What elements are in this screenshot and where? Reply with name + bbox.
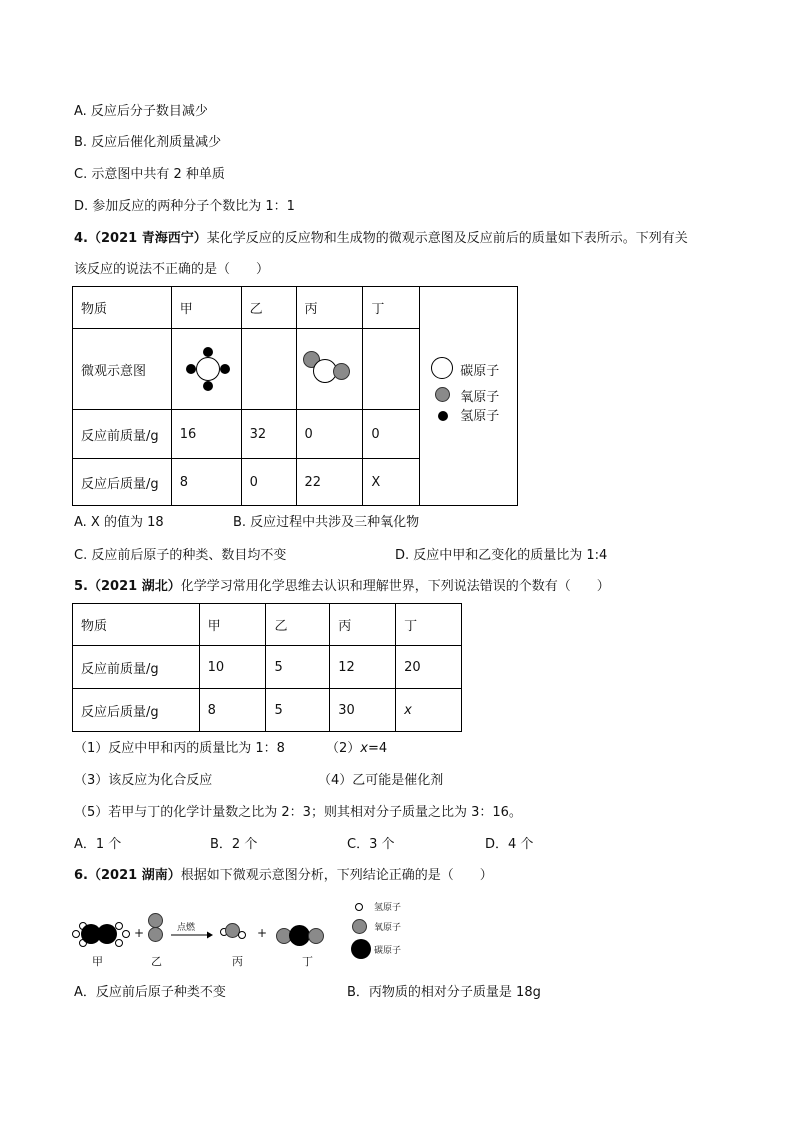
water-molecule-icon [220, 923, 250, 943]
q5-stem [74, 578, 610, 596]
q5-header-ding: 丁 [396, 604, 462, 646]
q4-option-b: B. 反应过程中共涉及三种氧化物 [233, 515, 420, 530]
q5-statement-3: （3）该反应为化合反应 [74, 773, 213, 788]
q4-before-label: 反应前质量/g [73, 410, 172, 459]
q5-before-jia: 10 [199, 646, 266, 689]
q3-option-a: A. 反应后分子数目减少 [74, 104, 208, 119]
q5-table-before-row [73, 646, 462, 689]
q4-before-bing: 0 [296, 410, 363, 459]
q5-statement-1: （1）反应中甲和丙的质量比为 1：8 [74, 741, 285, 756]
oxygen-atom-legend-icon [435, 387, 450, 402]
q5-stem-text: 化学学习常用化学思维去认识和理解世界，下列说法错误的个数有（ ） [180, 579, 610, 594]
q6-option-b: B．丙物质的相对分子质量是 18g [347, 985, 541, 1000]
q5-statement-2-prefix: （2） [326, 741, 361, 756]
q4-after-bing: 22 [296, 459, 363, 506]
q4-before-yi: 32 [241, 410, 296, 459]
q6-legend-oxygen: 氧原子 [374, 923, 402, 933]
q4-ding-molecule-cell [363, 329, 420, 410]
q4-after-ding: X [363, 459, 420, 506]
q6-legend-carbon: 碳原子 [374, 946, 402, 956]
q4-number: 4. [74, 231, 88, 246]
q4-after-jia: 8 [171, 459, 241, 506]
q4-yi-molecule-cell [241, 329, 296, 410]
q4-header-bing: 丙 [296, 287, 363, 329]
q5-header-yi: 乙 [266, 604, 330, 646]
carbon-dioxide-molecule-icon [303, 351, 353, 387]
q5-table-after-row [73, 689, 462, 732]
q6-label-ding: 丁 [302, 955, 313, 968]
q5-before-bing: 12 [330, 646, 396, 689]
q5-header-bing: 丙 [330, 604, 396, 646]
q5-before-yi: 5 [266, 646, 330, 689]
q5-header-jia: 甲 [199, 604, 266, 646]
q5-option-c: C．3 个 [347, 837, 395, 852]
hydrogen-atom-legend-icon-q6 [355, 903, 363, 911]
methane-molecule-icon [184, 347, 232, 391]
q4-option-a: A. X 的值为 18 [74, 515, 164, 530]
q4-jia-molecule-cell [171, 329, 241, 410]
q5-statement-4: （4）乙可能是催化剂 [318, 773, 444, 788]
q4-source: （2021 青海西宁） [87, 231, 207, 246]
q4-header-ding: 丁 [363, 287, 420, 329]
q6-stem-text: 根据如下微观示意图分析，下列结论正确的是（ ） [180, 868, 493, 883]
legend-carbon-label: 碳原子 [460, 364, 500, 379]
q4-table [72, 286, 518, 506]
q5-statement-5: （5）若甲与丁的化学计量数之比为 2：3；则其相对分子质量之比为 3：16。 [74, 805, 522, 820]
q5-before-ding: 20 [396, 646, 462, 689]
q5-option-a: A．1 个 [74, 837, 122, 852]
q4-option-c: C. 反应前后原子的种类、数目均不变 [74, 548, 287, 563]
ethane-molecule-icon [72, 920, 130, 950]
oxygen-molecule-icon [148, 913, 164, 945]
q5-option-b: B．2 个 [210, 837, 258, 852]
q6-plus-1: + [134, 926, 145, 940]
q5-option-d: D．4 个 [485, 837, 534, 852]
carbon-atom-legend-icon-q6 [351, 939, 371, 959]
q5-before-label: 反应前质量/g [73, 646, 200, 689]
q4-stem-line-2: 该反应的说法不正确的是（ ） [74, 262, 270, 277]
q4-after-yi: 0 [241, 459, 296, 506]
q3-option-c: C. 示意图中共有 2 种单质 [74, 167, 225, 182]
q5-statement-2 [326, 740, 387, 758]
q6-reaction-diagram [70, 895, 430, 975]
oxygen-atom-legend-icon-q6 [352, 919, 367, 934]
q4-stem-line-1 [74, 230, 688, 248]
q5-after-yi: 5 [266, 689, 330, 732]
q4-before-jia: 16 [171, 410, 241, 459]
legend-oxygen-label: 氧原子 [460, 390, 500, 405]
ignite-label: 点燃 [177, 923, 196, 933]
q4-diagram-label: 微观示意图 [73, 329, 172, 410]
q4-legend-cell [420, 287, 518, 506]
q5-after-bing: 30 [330, 689, 396, 732]
q4-header-jia: 甲 [171, 287, 241, 329]
q4-bing-molecule-cell [296, 329, 363, 410]
q5-statement-2-var: x [360, 741, 368, 756]
q4-table-header-row [73, 287, 518, 329]
q4-header-substance: 物质 [73, 287, 172, 329]
q5-after-label: 反应后质量/g [73, 689, 200, 732]
q5-after-ding: x [396, 689, 462, 732]
q5-source: （2021 湖北） [87, 579, 181, 594]
q4-after-label: 反应后质量/g [73, 459, 172, 506]
q4-option-d: D. 反应中甲和乙变化的质量比为 1:4 [395, 548, 608, 563]
q6-label-jia: 甲 [92, 955, 103, 968]
q5-number: 5. [74, 579, 88, 594]
q4-header-yi: 乙 [241, 287, 296, 329]
q6-stem [74, 867, 493, 885]
q3-option-d: D. 参加反应的两种分子个数比为 1：1 [74, 199, 295, 214]
carbon-dioxide-molecule-icon-q6 [276, 925, 328, 947]
legend-hydrogen-label: 氢原子 [460, 409, 500, 424]
q5-header-substance: 物质 [73, 604, 200, 646]
q6-plus-2: + [257, 926, 268, 940]
q6-source: （2021 湖南） [87, 868, 181, 883]
q6-legend-hydrogen: 氢原子 [374, 903, 402, 913]
q6-label-yi: 乙 [151, 955, 162, 968]
q5-after-jia: 8 [199, 689, 266, 732]
q5-table-header-row [73, 604, 462, 646]
q6-number: 6. [74, 868, 88, 883]
carbon-atom-legend-icon [431, 357, 453, 379]
hydrogen-atom-legend-icon [438, 411, 448, 421]
q5-statement-2-rest: =4 [367, 741, 388, 756]
q6-label-bing: 丙 [232, 955, 243, 968]
q6-option-a: A．反应前后原子种类不变 [74, 985, 226, 1000]
q4-before-ding: 0 [363, 410, 420, 459]
q3-option-b: B. 反应后催化剂质量减少 [74, 135, 222, 150]
q4-stem-text: 某化学反应的反应物和生成物的微观示意图及反应前后的质量如下表所示。下列有关 [206, 231, 688, 246]
q5-table [72, 603, 462, 732]
reaction-arrow-icon [171, 931, 213, 939]
